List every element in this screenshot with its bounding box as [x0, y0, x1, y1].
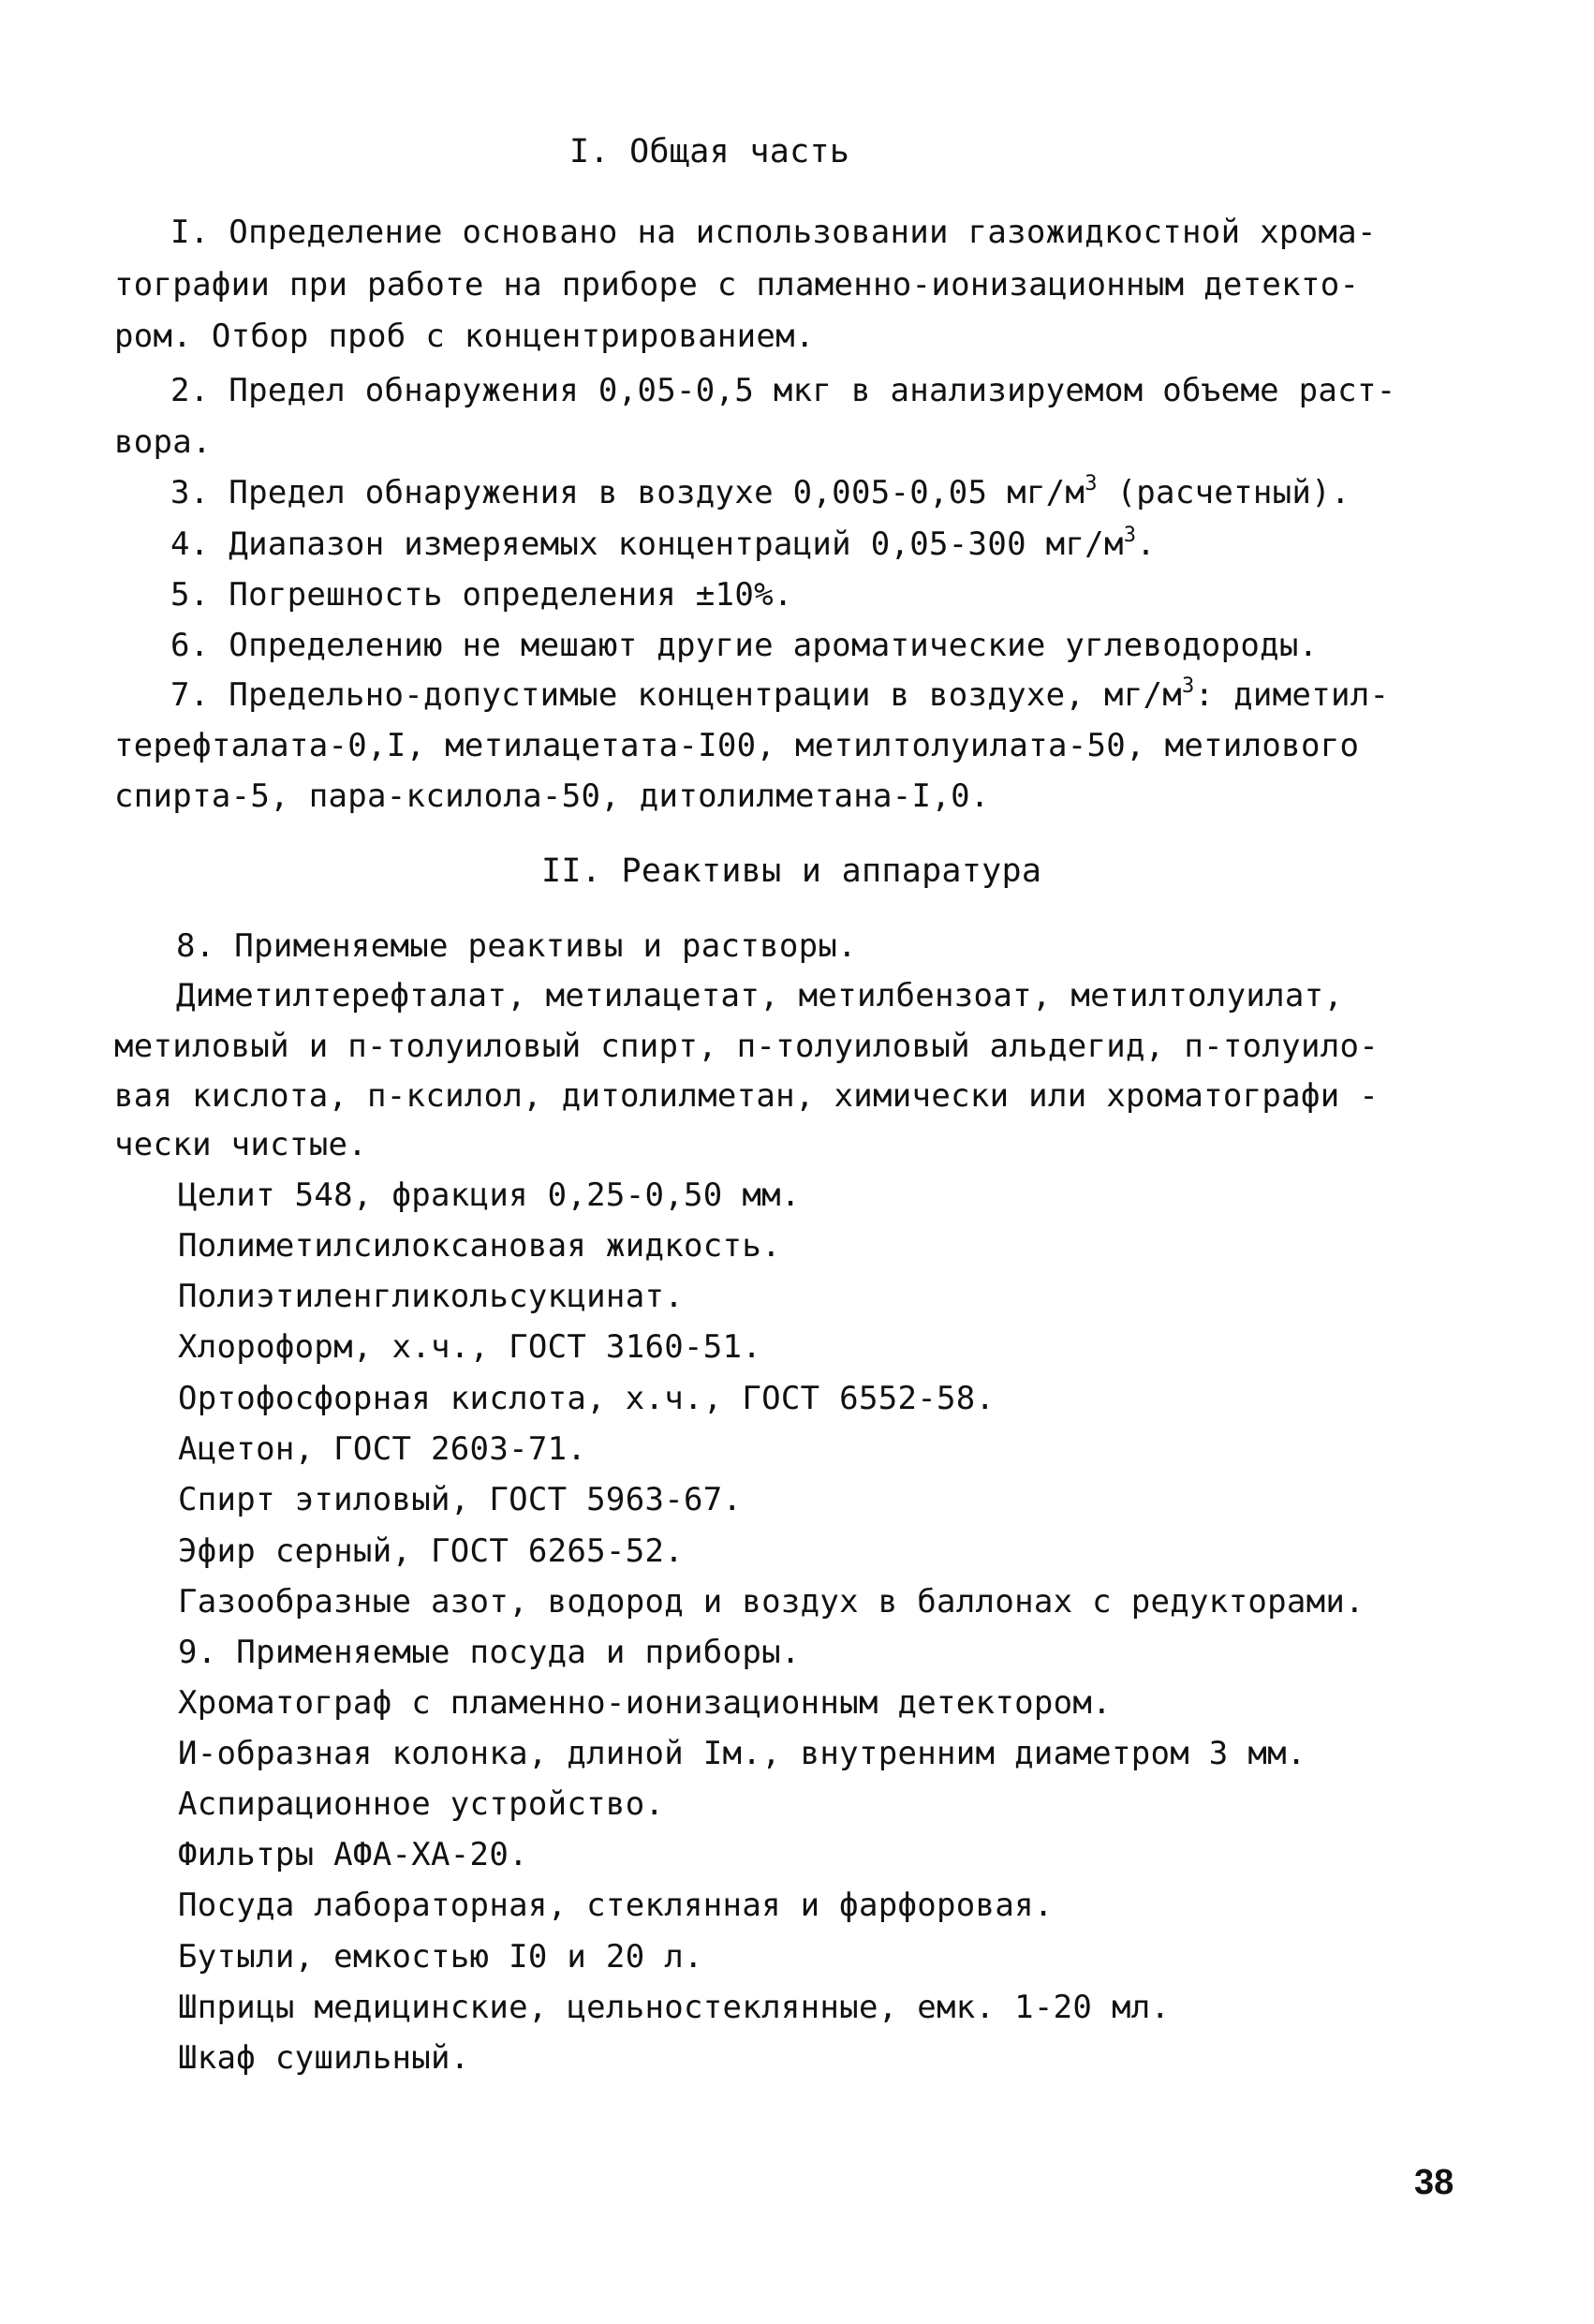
section-1-line-1: I. Определение основано на использовании газожидкостной хрома- [170, 214, 1377, 251]
section-2-line-8: Полиэтиленгликольсукцинат. [178, 1278, 685, 1315]
section-1-line-7 [170, 525, 1156, 563]
superscript-3: 3 [1182, 674, 1195, 698]
line-10-text: 7. Предельно-допустимые концентрации в воздухе, мг/м [170, 676, 1183, 714]
section-1-line-2: тографии при работе на приборе с пламенно-ионизационным детекто- [114, 266, 1360, 303]
section-1-line-8: 5. Погрешность определения ±10%. [170, 576, 793, 614]
section-1-line-3: ром. Отбор проб с концентрированием. [114, 318, 815, 355]
section-2-line-9: Хлороформ, х.ч., ГОСТ 3160-51. [178, 1328, 762, 1366]
line-6-text: 3. Предел обнаружения в воздухе 0,005-0,05 мг/м [170, 474, 1085, 511]
section-1-line-6 [170, 471, 1350, 511]
section-2-line-6: Целит 548, фракция 0,25-0,50 мм. [178, 1177, 801, 1214]
superscript-3: 3 [1085, 471, 1098, 496]
line-7-text: 4. Диапазон измеряемых концентраций 0,05-300 мг/м [170, 525, 1124, 563]
section-1-line-11: терефталата-0,I, метилацетата-I00, метилтолуилата-50, метилового [114, 727, 1360, 764]
section-1-line-5: вора. [114, 423, 212, 461]
section-2-line-7: Полиметилсилоксановая жидкость. [178, 1227, 781, 1265]
section-2-line-23: Шкаф сушильный. [178, 2039, 470, 2077]
section-2-heading: II. Реактивы и аппаратура [541, 852, 1042, 890]
section-2-line-13: Эфир серный, ГОСТ 6265-52. [178, 1532, 685, 1570]
section-2-line-10: Ортофосфорная кислота, х.ч., ГОСТ 6552-58. [178, 1380, 996, 1417]
section-2-line-18: Аспирационное устройство. [178, 1785, 665, 1823]
section-1-line-12: спирта-5, пара-ксилола-50, дитолилметана-I,0. [114, 777, 990, 815]
section-2-line-14: Газообразные азот, водород и воздух в баллонах с редукторами. [178, 1583, 1365, 1621]
page-number: 38 [1414, 2163, 1454, 2202]
section-2-line-22: Шприцы медицинские, цельностеклянные, емк. 1-20 мл. [178, 1989, 1171, 2026]
section-2-line-3: метиловый и п-толуиловый спирт, п-толуиловый альдегид, п-толуило- [114, 1028, 1380, 1065]
section-2-line-11: Ацетон, ГОСТ 2603-71. [178, 1430, 587, 1468]
section-1-line-10 [170, 676, 1389, 714]
section-2-line-1: 8. Применяемые реактивы и растворы. [176, 927, 857, 965]
section-2-line-15: 9. Применяемые посуда и приборы. [178, 1634, 801, 1671]
line-6-tail: (расчетный). [1097, 474, 1350, 511]
section-2-line-5: чески чистые. [114, 1126, 368, 1163]
section-1-heading: I. Общая часть [569, 133, 850, 170]
section-2-line-2: Диметилтерефталат, метилацетат, метилбензоат, метилтолуилат, [176, 977, 1344, 1014]
superscript-3: 3 [1123, 523, 1137, 547]
line-7-tail: . [1136, 525, 1157, 563]
section-1-line-4: 2. Предел обнаружения 0,05-0,5 мкг в анализируемом объеме раст- [170, 372, 1396, 409]
line-10-tail: : диметил- [1194, 676, 1390, 714]
section-2-line-4: вая кислота, п-ксилол, дитолилметан, химически или хроматографи - [114, 1077, 1380, 1115]
section-2-line-21: Бутыли, емкостью I0 и 20 л. [178, 1938, 703, 1976]
section-2-line-20: Посуда лабораторная, стеклянная и фарфоровая. [178, 1887, 1054, 1924]
section-2-line-17: И-образная колонка, длиной Iм., внутренним диаметром 3 мм. [178, 1735, 1306, 1772]
section-1-line-9: 6. Определению не мешают другие ароматические углеводороды. [170, 627, 1319, 664]
section-2-line-19: Фильтры АФА-ХА-20. [178, 1836, 528, 1873]
section-2-line-12: Спирт этиловый, ГОСТ 5963-67. [178, 1481, 743, 1518]
section-2-line-16: Хроматограф с пламенно-ионизационным детектором. [178, 1684, 1112, 1722]
